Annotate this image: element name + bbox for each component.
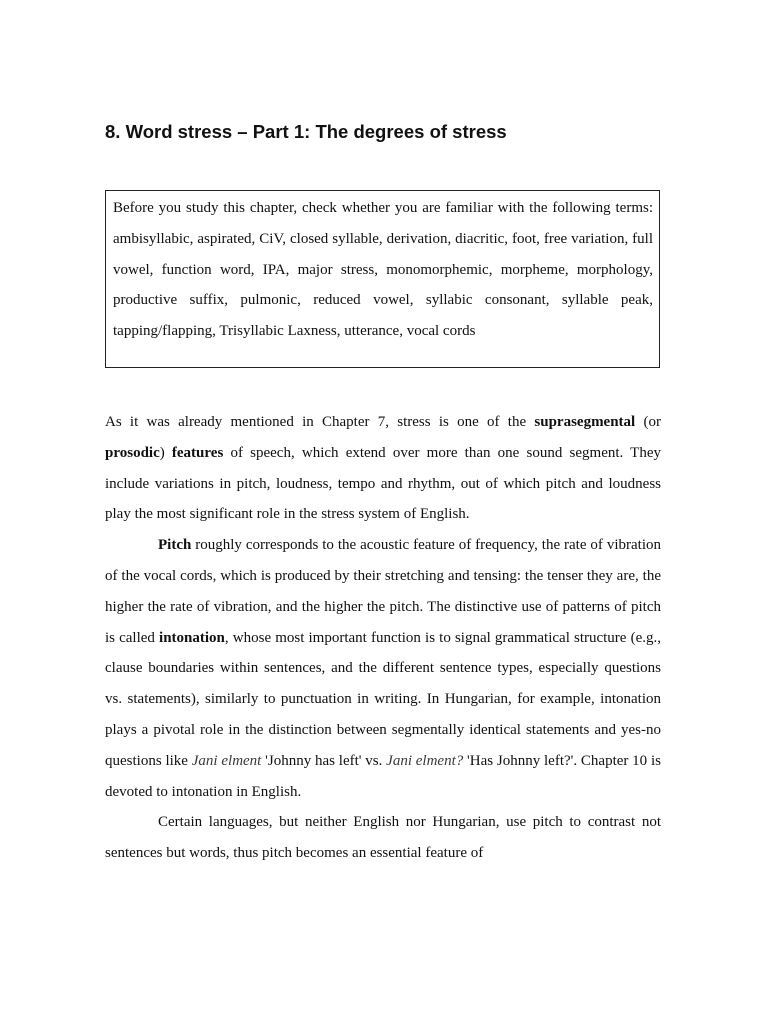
term-features: features bbox=[171, 444, 224, 461]
term-suprasegmental: suprasegmental bbox=[534, 414, 636, 430]
paragraph-1-text-2: (or bbox=[635, 414, 661, 430]
paragraph-2 bbox=[105, 530, 661, 807]
example-statement: Jani elment bbox=[191, 752, 262, 769]
term-intonation: intonation bbox=[159, 629, 225, 646]
paragraph-2-text-2: , whose most important function is to signal grammatical structure (e.g., clause boundaries within sentences, and the different sentence types, especially questions vs. statements), similarly to punctuation in writing. In Hungarian, for example, intonation plays a pivotal role in the distinction between segmentally identical statements and yes-no questions like bbox=[105, 629, 661, 769]
paragraph-2-text-3: 'Johnny has left' vs. bbox=[261, 752, 387, 769]
paragraph-1-text-4: of speech, which extend over more than one sound segment. They include variations in pitch, loudness, tempo and rhythm, out of which pitch and loudness play the most significant role in the stress system of English. bbox=[105, 444, 661, 523]
paragraph-2-text-4: 'Has Johnny left?'. Chapter 10 is devoted to intonation in English. bbox=[105, 752, 661, 800]
paragraph-1-text-3: ) bbox=[159, 444, 172, 461]
term-pitch: Pitch bbox=[158, 537, 192, 554]
body-text bbox=[105, 407, 661, 869]
paragraph-3: Certain languages, but neither English nor Hungarian, use pitch to contrast not sentences but words, thus pitch becomes an essential feature of bbox=[105, 814, 661, 862]
example-question: Jani elment? bbox=[386, 752, 464, 769]
chapter-title: 8. Word stress – Part 1: The degrees of stress bbox=[105, 121, 507, 142]
paragraph-1 bbox=[105, 407, 661, 530]
paragraph-1-text-1: As it was already mentioned in Chapter 7, stress is one of the bbox=[105, 414, 535, 430]
paragraph-2-text-1: roughly corresponds to the acoustic feature of frequency, the rate of vibration of the vocal cords, which is produced by their stretching and tensing: the tenser they are, the higher the rate of vibration, and the higher the pitch. The distinctive use of patterns of pitch is called bbox=[105, 537, 661, 646]
term-prosodic: prosodic bbox=[105, 444, 160, 461]
prerequisite-terms-box: Before you study this chapter, check whether you are familiar with the following terms: ambisyllabic, aspirated, CiV, closed syllable, derivation, diacritic, foot, free variation, full vowel, function word, IPA, major stress, monomorphemic, morpheme, morphology, productive suffix, pulmonic, reduced vowel, syllabic consonant, syllable peak, tapping/flapping, Trisyllabic Laxness, utterance, vocal cords bbox=[105, 190, 660, 368]
